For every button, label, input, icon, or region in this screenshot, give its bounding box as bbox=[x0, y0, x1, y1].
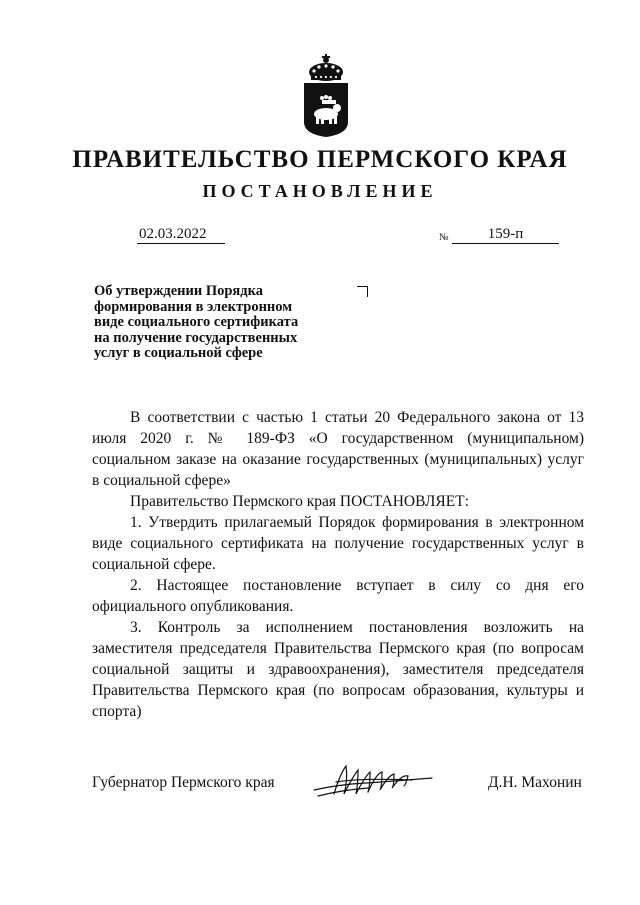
perm-krai-coat-of-arms-icon bbox=[300, 52, 352, 138]
document-date: 02.03.2022 bbox=[139, 226, 207, 242]
signatory-name: Д.Н. Махонин bbox=[488, 774, 582, 791]
document-number: 159-п bbox=[487, 226, 524, 242]
handwritten-signature-icon bbox=[312, 760, 434, 802]
document-body bbox=[92, 407, 584, 722]
signatory-role: Губернатор Пермского края bbox=[92, 774, 275, 791]
subject-line: виде социального сертификата bbox=[94, 314, 299, 330]
document-number-field bbox=[452, 225, 559, 244]
subject-line: формирования в электронном bbox=[94, 298, 293, 315]
document-date-field bbox=[137, 225, 225, 244]
number-sign: № bbox=[439, 232, 449, 243]
government-title: ПРАВИТЕЛЬСТВО ПЕРМСКОГО КРАЯ bbox=[72, 146, 568, 173]
body-paragraph: 2. Настоящее постановление вступает в силу со дня его официального опубликования. bbox=[92, 577, 584, 615]
subject-line: Об утверждении Порядка bbox=[94, 283, 263, 299]
body-paragraph: 3. Контроль за исполнением постановления возложить на заместителя председателя Правительства Пермского края (по вопросам социальной защиты и здравоохранения), заместителя председателя Правительства Пермского края (по вопросам образования, культуры и спорта) bbox=[92, 619, 584, 720]
body-paragraph: Правительство Пермского края ПОСТАНОВЛЯЕТ: bbox=[130, 493, 469, 510]
document-subject bbox=[94, 284, 344, 362]
subject-line: на получение государственных bbox=[94, 329, 298, 346]
subject-corner-mark bbox=[357, 286, 368, 297]
body-paragraph: В соответствии с частью 1 статьи 20 Федерального закона от 13 июля 2020 г. № 189-ФЗ «О государственном (муниципальном) социальном заказе на оказание государственных (муниципальных) услуг в социальной сфере» bbox=[92, 409, 584, 489]
document-type: ПОСТАНОВЛЕНИЕ bbox=[202, 181, 438, 201]
body-paragraph: 1. Утвердить прилагаемый Порядок формирования в электронном виде социального сертификата на получение государственных услуг в социальной сфере. bbox=[92, 514, 584, 573]
subject-line: услуг в социальной сфере bbox=[94, 345, 263, 361]
